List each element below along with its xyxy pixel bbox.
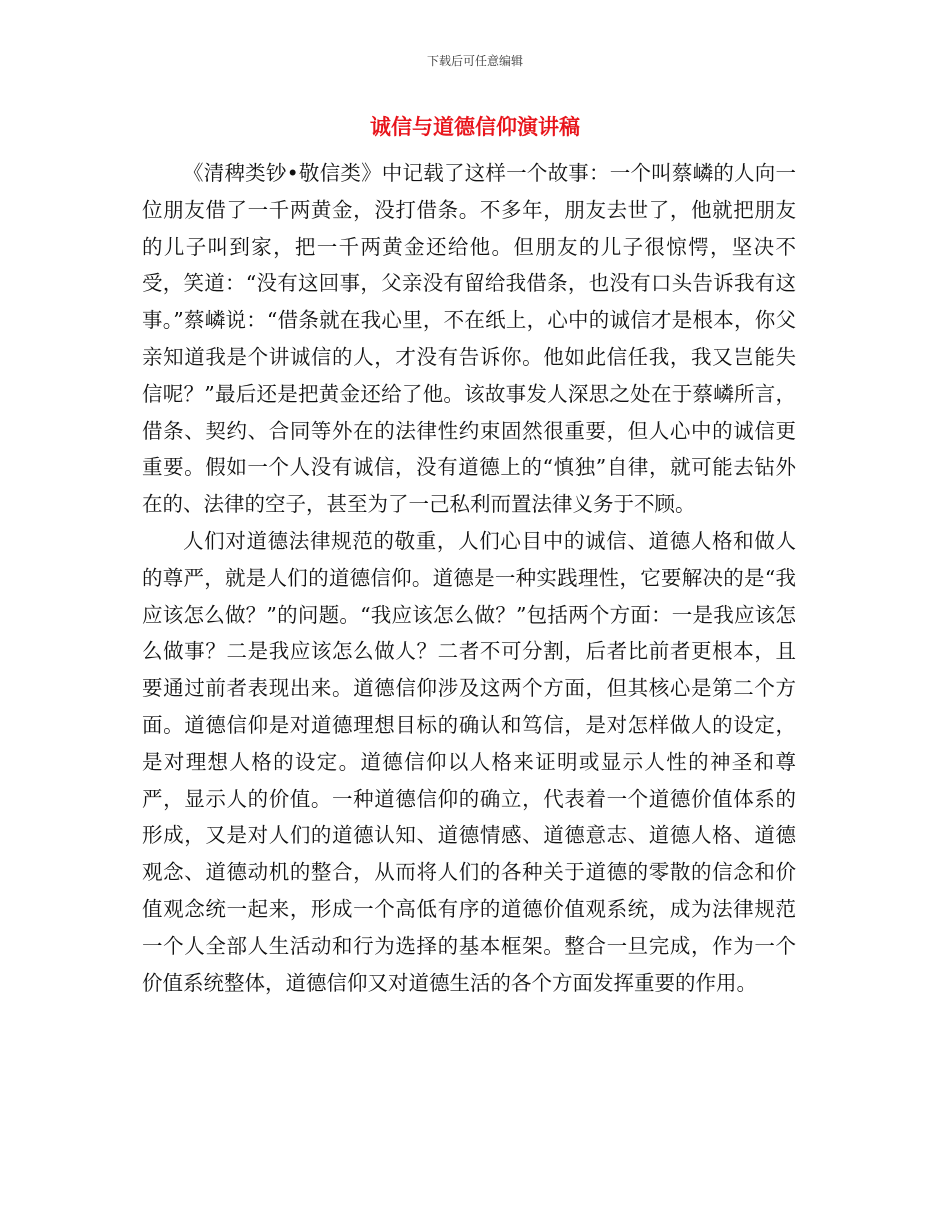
header-note: 下载后可任意编辑 — [426, 54, 523, 68]
paragraph-2: 人们对道德法律规范的敬重，人们心目中的诚信、道德人格和做人的尊严，就是人们的道德信仰。道德是一种实践理性，它要解决的是“我应该怎么做？”的问题。“我应该怎么做？”包括两个方面：一是我应该怎么做事？二是我应该怎么做人？二者不可分割，后者比前者更根本，且要通过前者表现出来。道德信仰涉及这两个方面，但其核心是第二个方面。道德信仰是对道德理想目标的确认和笃信，是对怎样做人的设定，是对理想人格的设定。道德信仰以人格来证明或显示人性的神圣和尊严，显示人的价值。一种道德信仰的确立，代表着一个道德价值体系的形成，又是对人们的道德认知、道德情感、道德意志、道德人格、道德观念、道德动机的整合，从而将人们的各种关于道德的零散的信念和价值观念统一起来，形成一个高低有序的道德价值观系统，成为法律规范一个人全部人生活动和行为选择的基本框架。整合一旦完成，作为一个价值系统整体，道德信仰又对道德生活的各个方面发挥重要的作用。 — [142, 528, 796, 995]
document-body — [142, 155, 796, 1001]
document-title: 诚信与道德信仰演讲稿 — [370, 115, 580, 139]
paragraph-1: 《清稗类钞•敬信类》中记载了这样一个故事：一个叫蔡嶙的人向一位朋友借了一千两黄金，没打借条。不多年，朋友去世了，他就把朋友的儿子叫到家，把一千两黄金还给他。但朋友的儿子很惊愕，坚决不受，笑道：“没有这回事，父亲没有留给我借条，也没有口头告诉我有这事。”蔡嶙说：“借条就在我心里，不在纸上，心中的诚信才是根本，你父亲知道我是个讲诚信的人，才没有告诉你。他如此信任我，我又岂能失信呢？”最后还是把黄金还给了他。该故事发人深思之处在于蔡嶙所言，借条、契约、合同等外在的法律性约束固然很重要，但人心中的诚信更重要。假如一个人没有诚信，没有道德上的“慎独”自律，就可能去钻外在的、法律的空子，甚至为了一己私利而置法律义务于不顾。 — [142, 161, 796, 517]
